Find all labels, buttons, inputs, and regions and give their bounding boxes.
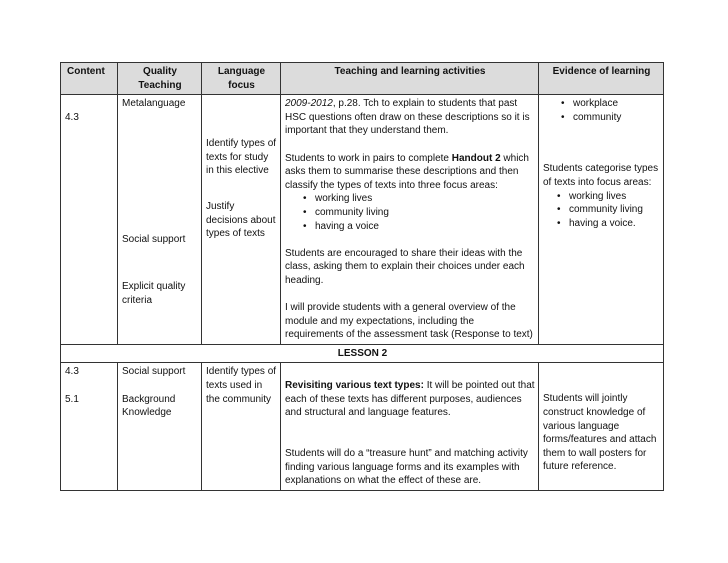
row1-evidence-intro: Students categorise types of texts into focus areas: [543, 163, 659, 188]
row2-activity-paragraph-2: Students will do a “treasure hunt” and matching activity finding various language forms and its examples with explanations on what the effect of these are. [285, 448, 528, 487]
header-activities: Teaching and learning activities [281, 63, 539, 95]
row2-content-cell [61, 363, 118, 490]
bullet-icon: • [557, 190, 561, 202]
row2-quality-social-support: Social support [122, 366, 186, 378]
row2-quality-background-knowledge: Background Knowledge [122, 393, 176, 419]
row1-quality-explicit-criteria: Explicit quality criteria [122, 281, 186, 306]
list-item: • community living [303, 206, 389, 218]
list-item: • community living [557, 204, 643, 216]
header-content: Content [61, 63, 118, 95]
row2-evidence-cell [539, 363, 664, 490]
row1-language-focus-cell [202, 95, 281, 345]
row1-evidence-cell [539, 95, 664, 345]
row2-evidence-text: Students will jointly construct knowledge of various language forms/features and attach them to wall posters for future reference. [543, 393, 657, 473]
row1-language-justify: Justify decisions about types of texts [206, 200, 276, 240]
row1-activity-paragraph-1: 2009-2012, p.28. Tch to explain to students that past HSC questions often draw on these descriptions so it is important that they understand them. [285, 98, 530, 137]
list-item: • having a voice [303, 220, 379, 232]
list-item: • working lives [303, 193, 373, 205]
bullet-icon: • [303, 206, 307, 218]
row1-quality-social-support: Social support [122, 233, 186, 245]
list-item: • working lives [557, 190, 627, 202]
row1-content-code: 4.3 [65, 111, 79, 123]
list-item: • workplace [561, 98, 619, 110]
row2-activities-cell [281, 363, 539, 490]
table-row [61, 363, 664, 490]
table-row [61, 95, 664, 345]
lesson-2-heading: LESSON 2 [61, 344, 664, 363]
row1-language-identify: Identify types of texts for study in this elective [206, 138, 277, 177]
evidence-topics-list [543, 97, 660, 124]
source-reference: 2009-2012 [285, 98, 333, 110]
header-row [61, 63, 664, 95]
lesson-heading-row [61, 344, 664, 363]
row1-activity-paragraph-3: Students are encouraged to share their ideas with the class, asking them to explain their choices under each heading. [285, 247, 525, 286]
bullet-icon: • [561, 98, 565, 110]
list-item: • having a voice. [557, 217, 636, 229]
row1-quality-cell [118, 95, 202, 345]
row1-quality-metalanguage: Metalanguage [122, 98, 186, 110]
row1-activity-paragraph-2: Students to work in pairs to complete Handout 2 which asks them to summarise these descriptions and then classify the types of texts into three focus areas: [285, 152, 529, 191]
row2-activity-paragraph-1: Revisiting various text types: It will be pointed out that each of these texts has different purposes, audiences and structural and language features. [285, 380, 535, 419]
bullet-icon: • [557, 204, 561, 216]
row1-activity-paragraph-4: I will provide students with a general overview of the module and my expectations, including the requirements of the assessment task (Response to text) [285, 302, 533, 341]
row2-language-focus-cell [202, 363, 281, 490]
row2-content-code-a: 4.3 [65, 366, 79, 378]
bullet-icon: • [561, 111, 565, 123]
lesson-plan-table [60, 62, 664, 491]
row2-content-code-b: 5.1 [65, 393, 79, 405]
list-item: • community [561, 111, 622, 123]
bullet-icon: • [303, 220, 307, 232]
row2-quality-cell [118, 363, 202, 490]
header-evidence: Evidence of learning [539, 63, 664, 95]
header-quality-teaching: Quality Teaching [118, 63, 202, 95]
row1-content-cell [61, 95, 118, 345]
evidence-focus-list [543, 190, 660, 231]
header-language-focus: Language focus [202, 63, 281, 95]
bullet-icon: • [557, 217, 561, 229]
focus-areas-list [285, 192, 535, 233]
handout-2-reference: Handout 2 [451, 152, 501, 164]
bullet-icon: • [303, 193, 307, 205]
row1-activities-cell [281, 95, 539, 345]
row2-language-identify: Identify types of texts used in the community [206, 366, 277, 405]
revisiting-text-types-label: Revisiting various text types: [285, 380, 424, 392]
